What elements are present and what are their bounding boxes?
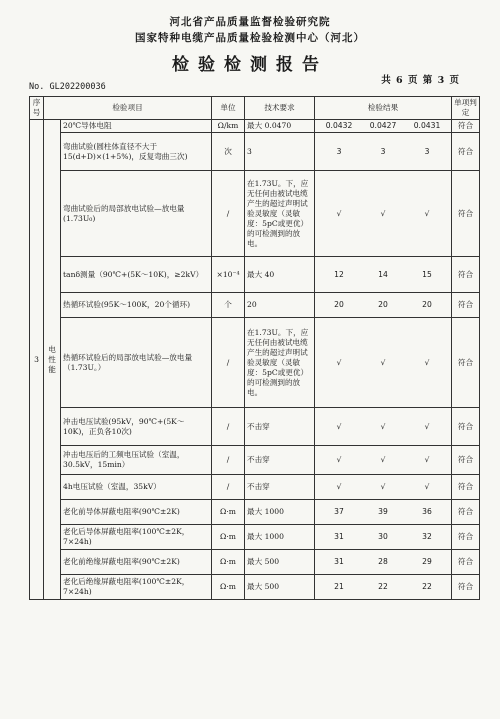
requirement-cell: 最大 500 <box>245 550 315 575</box>
seq-cell: 3 <box>30 120 44 600</box>
unit-cell: Ω/km <box>212 120 245 133</box>
requirement-cell: 不击穿 <box>245 408 315 446</box>
result-cell <box>315 550 452 575</box>
requirement-cell: 最大 500 <box>245 575 315 600</box>
result-value-2: 20 <box>378 300 388 309</box>
result-value-2: 3 <box>380 146 386 156</box>
unit-cell: / <box>212 446 245 475</box>
result-value-2: √ <box>380 357 386 367</box>
result-value-2: 30 <box>378 532 388 541</box>
result-cell <box>315 257 452 293</box>
result-value-1: 31 <box>334 532 344 541</box>
table-row <box>30 525 480 550</box>
table-row <box>30 550 480 575</box>
header-result: 检验结果 <box>315 97 452 120</box>
requirement-cell: 最大 1000 <box>245 525 315 550</box>
result-cell <box>315 575 452 600</box>
unit-cell: Ω·m <box>212 550 245 575</box>
table-row <box>30 257 480 293</box>
result-cell <box>315 171 452 257</box>
unit-cell: / <box>212 171 245 257</box>
result-value-2: √ <box>380 208 386 218</box>
verdict-cell: 符合 <box>452 171 480 257</box>
result-value-1: 0.0432 <box>325 121 353 130</box>
item-cell: 冲击电压后的工频电压试验（室温，30.5kV，15min） <box>61 446 212 475</box>
item-cell: 老化前绝缘屏蔽电阻率(90℃±2K) <box>61 550 212 575</box>
table-row <box>30 120 480 133</box>
verdict-cell: 符合 <box>452 575 480 600</box>
result-value-1: 12 <box>334 269 344 279</box>
result-value-1: 3 <box>336 146 342 156</box>
item-cell: 弯曲试验(圆柱体直径不大于15(d+D)×(1+5%)，反复弯曲三次) <box>61 133 212 171</box>
table-header-row <box>30 97 480 120</box>
result-value-3: 3 <box>424 146 430 156</box>
result-value-3: 36 <box>422 507 432 516</box>
result-value-1: √ <box>336 455 342 464</box>
requirement-cell: 在1.73U。下，应无任何由被试电缆产生的超过声明试验灵敏度（灵敏度：5pC或更优）的可检测到的放电。 <box>245 171 315 257</box>
unit-cell: / <box>212 318 245 408</box>
result-cell <box>315 293 452 318</box>
result-value-3: √ <box>424 421 430 431</box>
org-name-2: 国家特种电缆产品质量检验检测中心（河北） <box>135 32 365 44</box>
requirement-cell: 最大 0.0470 <box>245 120 315 133</box>
result-value-3: 20 <box>422 300 432 309</box>
header-item: 检验项目 <box>44 97 212 120</box>
unit-cell: / <box>212 475 245 500</box>
result-cell <box>315 120 452 133</box>
header-unit: 单位 <box>212 97 245 120</box>
table-row <box>30 475 480 500</box>
table-row <box>30 171 480 257</box>
result-value-1: 21 <box>334 582 344 591</box>
unit-cell: Ω·m <box>212 500 245 525</box>
result-value-2: 39 <box>378 507 388 516</box>
verdict-cell: 符合 <box>452 293 480 318</box>
result-value-2: √ <box>380 482 386 491</box>
unit-cell: Ω·m <box>212 525 245 550</box>
result-cell <box>315 318 452 408</box>
header-verdict: 单项判定 <box>452 97 480 120</box>
result-value-2: 22 <box>378 582 388 591</box>
result-cell <box>315 525 452 550</box>
verdict-cell: 符合 <box>452 120 480 133</box>
table-row <box>30 408 480 446</box>
item-cell: tanδ测量（90℃+(5K～10K)，≥2kV） <box>61 257 212 293</box>
item-cell: 4h电压试验（室温，35kV） <box>61 475 212 500</box>
category-cell: 电性能 <box>44 120 61 600</box>
result-value-3: √ <box>424 455 430 464</box>
header-requirement: 技术要求 <box>245 97 315 120</box>
item-cell: 20℃导体电阻 <box>61 120 212 133</box>
requirement-cell: 20 <box>245 293 315 318</box>
result-value-1: 31 <box>334 557 344 566</box>
result-value-2: 14 <box>378 269 388 279</box>
unit-cell: Ω·m <box>212 575 245 600</box>
result-value-3: √ <box>424 357 430 367</box>
table-row <box>30 446 480 475</box>
result-cell <box>315 408 452 446</box>
verdict-cell: 符合 <box>452 446 480 475</box>
result-value-3: √ <box>424 208 430 218</box>
result-value-2: 28 <box>378 557 388 566</box>
unit-cell: ×10⁻⁴ <box>212 257 245 293</box>
result-cell <box>315 475 452 500</box>
page-info: 共 6 页 第 3 页 <box>381 75 460 86</box>
result-value-2: √ <box>380 455 386 464</box>
requirement-cell: 最大 1000 <box>245 500 315 525</box>
result-value-3: 29 <box>422 557 432 566</box>
table-row <box>30 500 480 525</box>
result-value-1: 20 <box>334 300 344 309</box>
result-value-1: √ <box>336 421 342 431</box>
requirement-cell: 不击穿 <box>245 475 315 500</box>
requirement-cell: 在1.73U。下，应无任何由被试电缆产生的超过声明试验灵敏度（灵敏度：5pC或更优）的可检测到的放电。 <box>245 318 315 408</box>
table-row <box>30 575 480 600</box>
verdict-cell: 符合 <box>452 257 480 293</box>
result-value-3: 0.0431 <box>413 121 441 130</box>
verdict-cell: 符合 <box>452 133 480 171</box>
report-title: 检验检测报告 <box>172 55 328 75</box>
result-value-3: 22 <box>422 582 432 591</box>
result-value-1: √ <box>336 357 342 367</box>
result-value-2: √ <box>380 421 386 431</box>
report-number: No. GL202200036 <box>29 82 106 92</box>
table-row <box>30 293 480 318</box>
item-cell: 冲击电压试验(95kV，90℃+(5K～10K)，正负各10次) <box>61 408 212 446</box>
unit-cell: 次 <box>212 133 245 171</box>
verdict-cell: 符合 <box>452 525 480 550</box>
result-value-1: √ <box>336 482 342 491</box>
table-row <box>30 318 480 408</box>
header-seq: 序号 <box>30 97 44 120</box>
requirement-cell: 3 <box>245 133 315 171</box>
result-value-3: √ <box>424 482 430 491</box>
unit-cell: / <box>212 408 245 446</box>
result-cell <box>315 446 452 475</box>
verdict-cell: 符合 <box>452 500 480 525</box>
result-value-1: 37 <box>334 507 344 516</box>
result-cell <box>315 500 452 525</box>
result-value-1: √ <box>336 208 342 218</box>
item-cell: 老化后导体屏蔽电阻率(100℃±2K，7×24h) <box>61 525 212 550</box>
result-value-3: 15 <box>422 269 432 279</box>
verdict-cell: 符合 <box>452 408 480 446</box>
unit-cell: 个 <box>212 293 245 318</box>
verdict-cell: 符合 <box>452 475 480 500</box>
item-cell: 热循环试验后的局部放电试验—放电量（1.73U。） <box>61 318 212 408</box>
item-cell: 老化前导体屏蔽电阻率(90℃±2K) <box>61 500 212 525</box>
verdict-cell: 符合 <box>452 550 480 575</box>
org-name-1: 河北省产品质量监督检验研究院 <box>169 16 331 28</box>
requirement-cell: 不击穿 <box>245 446 315 475</box>
table-row <box>30 133 480 171</box>
test-results-table <box>29 96 480 600</box>
item-cell: 弯曲试验后的局部放电试验—放电量(1.73U₀) <box>61 171 212 257</box>
item-cell: 热循环试验(95K～100K，20个循环) <box>61 293 212 318</box>
requirement-cell: 最大 40 <box>245 257 315 293</box>
result-value-3: 32 <box>422 532 432 541</box>
result-cell <box>315 133 452 171</box>
verdict-cell: 符合 <box>452 318 480 408</box>
item-cell: 老化后绝缘屏蔽电阻率(100℃±2K，7×24h) <box>61 575 212 600</box>
result-value-2: 0.0427 <box>369 121 397 130</box>
